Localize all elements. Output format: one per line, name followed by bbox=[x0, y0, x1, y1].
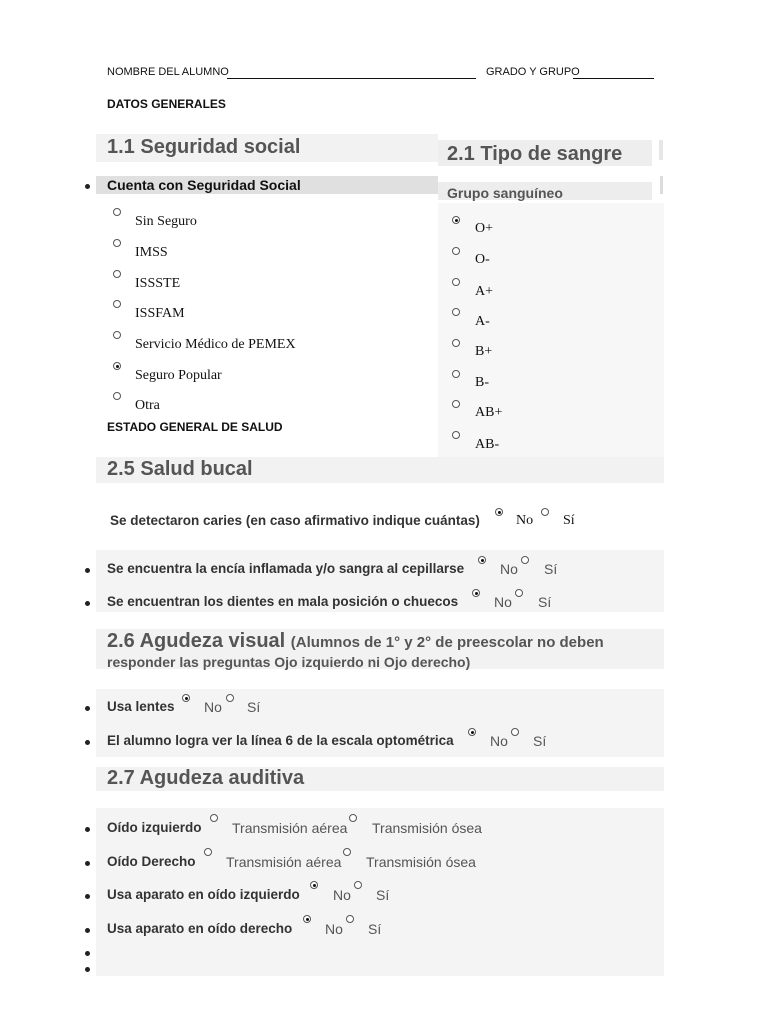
option-pemex: Servicio Médico de PEMEX bbox=[135, 337, 296, 352]
option-a-neg: A- bbox=[475, 314, 490, 329]
line6-question: El alumno logra ver la línea 6 de la escala optométrica bbox=[107, 733, 454, 748]
oral-health-title: 2.5 Salud bucal bbox=[107, 458, 253, 480]
radio-right-ear-air[interactable] bbox=[204, 848, 212, 856]
bullet bbox=[85, 827, 90, 832]
blood-type-options-band bbox=[438, 203, 664, 461]
radio-b-pos[interactable] bbox=[452, 339, 460, 347]
radio-aid-right-yes[interactable] bbox=[346, 915, 354, 923]
teeth-no-label: No bbox=[494, 594, 512, 610]
radio-a-neg[interactable] bbox=[452, 308, 460, 316]
radio-teeth-no[interactable] bbox=[472, 589, 480, 597]
bullet bbox=[85, 706, 90, 711]
radio-aid-left-no[interactable] bbox=[310, 881, 318, 889]
radio-left-ear-air[interactable] bbox=[210, 814, 218, 822]
option-b-neg: B- bbox=[475, 375, 489, 390]
radio-b-neg[interactable] bbox=[452, 370, 460, 378]
radio-otra[interactable] bbox=[113, 392, 121, 400]
blood-type-title: 2.1 Tipo de sangre bbox=[447, 143, 623, 165]
glasses-no-label: No bbox=[204, 699, 222, 715]
social-security-question: Cuenta con Seguridad Social bbox=[107, 177, 301, 193]
bullet bbox=[85, 601, 90, 606]
general-data-heading: DATOS GENERALES bbox=[107, 97, 226, 111]
visual-note-line2: responder las preguntas Ojo izquierdo ni Ojo derecho) bbox=[107, 654, 471, 670]
option-seguro-popular: Seguro Popular bbox=[135, 368, 222, 383]
bullet bbox=[85, 928, 90, 933]
gums-yes-label: Sí bbox=[544, 561, 558, 577]
blood-type-band-edge bbox=[659, 140, 663, 160]
radio-caries-yes[interactable] bbox=[541, 508, 549, 516]
radio-line6-no[interactable] bbox=[468, 728, 476, 736]
visual-title bbox=[107, 630, 604, 653]
aid-right-question: Usa aparato en oído derecho bbox=[107, 921, 293, 936]
aid-left-no-label: No bbox=[333, 887, 351, 903]
bullet bbox=[85, 967, 90, 972]
bullet bbox=[85, 740, 90, 745]
radio-glasses-no[interactable] bbox=[182, 694, 190, 702]
bullet bbox=[85, 184, 90, 189]
radio-left-ear-bone[interactable] bbox=[349, 814, 357, 822]
radio-pemex[interactable] bbox=[113, 331, 121, 339]
option-issste: ISSSTE bbox=[135, 276, 181, 291]
radio-issfam[interactable] bbox=[113, 300, 121, 308]
radio-aid-right-no[interactable] bbox=[303, 915, 311, 923]
radio-seguro-popular[interactable] bbox=[113, 362, 121, 370]
visual-title-text: 2.6 Agudeza visual bbox=[107, 630, 286, 652]
radio-right-ear-bone[interactable] bbox=[343, 848, 351, 856]
option-b-pos: B+ bbox=[475, 344, 493, 359]
grade-group-line[interactable] bbox=[573, 78, 654, 79]
social-security-title: 1.1 Seguridad social bbox=[107, 136, 301, 158]
right-ear-air-label: Transmisión aérea bbox=[226, 854, 342, 870]
radio-ab-pos[interactable] bbox=[452, 400, 460, 408]
radio-o-pos[interactable] bbox=[452, 216, 460, 224]
glasses-question: Usa lentes bbox=[107, 699, 175, 714]
bullet bbox=[85, 951, 90, 956]
line6-no-label: No bbox=[490, 733, 508, 749]
student-name-line[interactable] bbox=[227, 78, 476, 79]
health-status-heading: ESTADO GENERAL DE SALUD bbox=[107, 420, 283, 434]
radio-o-neg[interactable] bbox=[452, 247, 460, 255]
blood-type-question-edge bbox=[660, 176, 663, 194]
radio-ab-neg[interactable] bbox=[452, 431, 460, 439]
option-o-neg: O- bbox=[475, 252, 490, 267]
left-ear-question: Oído izquierdo bbox=[107, 820, 202, 835]
gums-question: Se encuentra la encía inflamada y/o sangra al cepillarse bbox=[107, 561, 465, 576]
grade-group-label: GRADO Y GRUPO bbox=[486, 66, 580, 78]
radio-a-pos[interactable] bbox=[452, 278, 460, 286]
radio-glasses-yes[interactable] bbox=[226, 694, 234, 702]
line6-yes-label: Sí bbox=[533, 733, 547, 749]
hearing-title: 2.7 Agudeza auditiva bbox=[107, 767, 305, 789]
option-otra: Otra bbox=[135, 398, 160, 413]
teeth-yes-label: Sí bbox=[538, 594, 552, 610]
radio-gums-yes[interactable] bbox=[521, 556, 529, 564]
caries-question: Se detectaron caries (en caso afirmativo indique cuántas) bbox=[110, 513, 480, 528]
bullet bbox=[85, 568, 90, 573]
bullet bbox=[85, 861, 90, 866]
student-name-label: NOMBRE DEL ALUMNO bbox=[107, 66, 229, 78]
gums-no-label: No bbox=[500, 561, 518, 577]
option-ab-neg: AB- bbox=[475, 437, 500, 452]
aid-left-yes-label: Sí bbox=[376, 887, 390, 903]
option-ab-pos: AB+ bbox=[475, 405, 503, 420]
option-o-pos: O+ bbox=[475, 221, 494, 236]
radio-aid-left-yes[interactable] bbox=[354, 881, 362, 889]
aid-right-no-label: No bbox=[325, 921, 343, 937]
glasses-yes-label: Sí bbox=[247, 699, 261, 715]
visual-note-line1: (Alumnos de 1° y 2° de preescolar no deben bbox=[290, 634, 604, 651]
option-issfam: ISSFAM bbox=[135, 306, 185, 321]
right-ear-question: Oído Derecho bbox=[107, 854, 196, 869]
bullet bbox=[85, 894, 90, 899]
option-sin-seguro: Sin Seguro bbox=[135, 214, 197, 229]
left-ear-air-label: Transmisión aérea bbox=[232, 820, 348, 836]
caries-no-label: No bbox=[516, 513, 534, 528]
blood-type-question: Grupo sanguíneo bbox=[447, 185, 563, 201]
radio-sin-seguro[interactable] bbox=[113, 208, 121, 216]
right-ear-bone-label: Transmisión ósea bbox=[366, 854, 476, 870]
radio-caries-no[interactable] bbox=[495, 508, 503, 516]
caries-yes-label: Sí bbox=[563, 513, 575, 528]
radio-issste[interactable] bbox=[113, 270, 121, 278]
radio-line6-yes[interactable] bbox=[511, 728, 519, 736]
radio-teeth-yes[interactable] bbox=[515, 589, 523, 597]
option-imss: IMSS bbox=[135, 245, 168, 260]
left-ear-bone-label: Transmisión ósea bbox=[372, 820, 482, 836]
option-a-pos: A+ bbox=[475, 284, 494, 299]
aid-right-yes-label: Sí bbox=[368, 921, 382, 937]
aid-left-question: Usa aparato en oído izquierdo bbox=[107, 887, 300, 902]
teeth-question: Se encuentran los dientes en mala posición o chuecos bbox=[107, 594, 459, 609]
radio-gums-no[interactable] bbox=[478, 556, 486, 564]
radio-imss[interactable] bbox=[113, 239, 121, 247]
